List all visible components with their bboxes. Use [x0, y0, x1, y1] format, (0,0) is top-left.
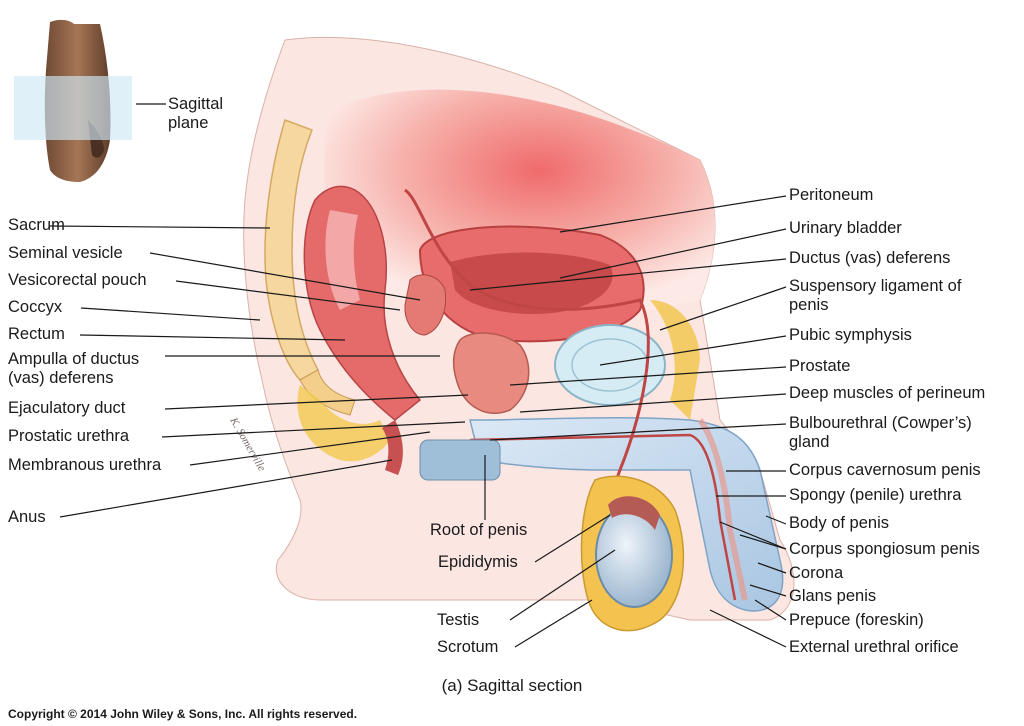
copyright-notice: Copyright © 2014 John Wiley & Sons, Inc. All rights reserved.: [8, 707, 358, 721]
label-seminal-vesicle: Seminal vesicle: [8, 244, 123, 262]
label-rectum: Rectum: [8, 325, 65, 343]
label-external-urethral-orifice: External urethral orifice: [789, 638, 959, 656]
label-suspensory-ligament: Suspensory ligament of penis: [789, 277, 962, 314]
label-anus: Anus: [8, 508, 46, 526]
root-of-penis-shape: [420, 440, 500, 480]
label-glans-penis: Glans penis: [789, 587, 877, 605]
label-peritoneum: Peritoneum: [789, 186, 874, 204]
label-prostate: Prostate: [789, 357, 851, 375]
label-ejaculatory-duct: Ejaculatory duct: [8, 399, 126, 417]
label-spongy-urethra: Spongy (penile) urethra: [789, 486, 962, 504]
label-prostatic-urethra: Prostatic urethra: [8, 427, 130, 445]
label-membranous-urethra: Membranous urethra: [8, 456, 162, 474]
label-deep-muscles-perineum: Deep muscles of perineum: [789, 384, 986, 402]
label-urinary-bladder: Urinary bladder: [789, 219, 902, 237]
label-sagittal-plane: Sagittal plane: [168, 95, 224, 132]
label-ampulla-ductus-deferens: Ampulla of ductus (vas) deferens: [8, 350, 140, 387]
label-epididymis: Epididymis: [438, 553, 518, 571]
label-pubic-symphysis: Pubic symphysis: [789, 326, 912, 344]
label-scrotum: Scrotum: [437, 638, 499, 656]
label-corpus-spongiosum: Corpus spongiosum penis: [789, 540, 980, 558]
label-sacrum: Sacrum: [8, 216, 65, 234]
label-corona: Corona: [789, 564, 844, 582]
illustrator-signature: K. Somerville: [227, 415, 268, 474]
label-root-of-penis: Root of penis: [430, 521, 528, 539]
label-testis: Testis: [437, 611, 480, 629]
figure-caption: (a) Sagittal section: [441, 676, 583, 695]
label-bulbourethral-gland: Bulbourethral (Cowper’s) gland: [789, 414, 972, 451]
inset-sagittal-plane: [14, 76, 132, 140]
label-body-of-penis: Body of penis: [789, 514, 889, 532]
label-corpus-cavernosum: Corpus cavernosum penis: [789, 461, 981, 479]
label-prepuce: Prepuce (foreskin): [789, 611, 924, 629]
label-vesicorectal-pouch: Vesicorectal pouch: [8, 271, 147, 289]
label-ductus-deferens: Ductus (vas) deferens: [789, 249, 951, 267]
label-coccyx: Coccyx: [8, 298, 63, 316]
